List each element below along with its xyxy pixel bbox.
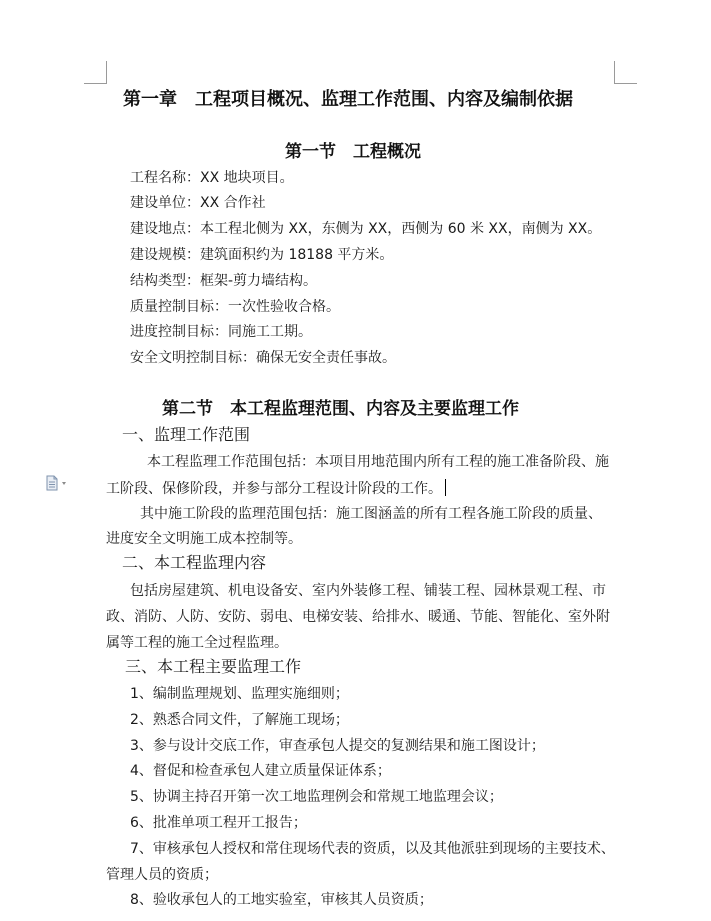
subheading-supervision-scope: 一、监理工作范围 (122, 425, 251, 444)
margin-corner-mark-top-left (84, 61, 107, 84)
work-list-item: 4、督促和检查承包人建立质量保证体系； (130, 763, 391, 779)
work-list-item: 2、熟悉合同文件，了解施工现场； (130, 712, 349, 728)
overview-item: 建设单位：XX 合作社 (130, 195, 266, 211)
work-list-item: 8、验收承包人的工地实验室，审核其人员资质； (130, 892, 433, 908)
text-cursor (445, 479, 446, 496)
work-list-item-continuation: 管理人员的资质； (106, 867, 218, 883)
content-paragraph-line: 属等工程的施工全过程监理。 (106, 635, 288, 651)
overview-item: 建设规模：建筑面积约为 18188 平方米。 (130, 247, 394, 263)
scope-paragraph-line (106, 479, 446, 498)
overview-item: 进度控制目标：同施工工期。 (130, 324, 312, 340)
work-list-item: 5、协调主持召开第一次工地监理例会和常规工地监理会议； (130, 789, 503, 805)
section-2-title: 第二节 本工程监理范围、内容及主要监理工作 (162, 399, 519, 419)
overview-item: 结构类型：框架-剪力墙结构。 (130, 273, 318, 289)
scope-paragraph-line: 其中施工阶段的监理范围包括：施工图涵盖的所有工程各施工阶段的质量、 (140, 506, 602, 522)
work-list-item: 1、编制监理规划、监理实施细则； (130, 686, 349, 702)
subheading-supervision-content: 二、本工程监理内容 (122, 553, 267, 572)
document-options-icon[interactable] (45, 475, 73, 491)
scope-paragraph-text: 工阶段、保修阶段，并参与部分工程设计阶段的工作。 (106, 481, 442, 497)
margin-corner-mark-top-right (614, 61, 637, 84)
scope-paragraph-line: 本工程监理工作范围包括：本项目用地范围内所有工程的施工准备阶段、施 (147, 454, 609, 470)
work-list-item: 3、参与设计交底工作，审查承包人提交的复测结果和施工图设计； (130, 738, 545, 754)
overview-item: 安全文明控制目标：确保无安全责任事故。 (130, 350, 396, 366)
section-1-title: 第一节 工程概况 (285, 142, 421, 162)
scope-paragraph-line: 进度安全文明施工成本控制等。 (106, 531, 302, 547)
overview-item: 工程名称：XX 地块项目。 (130, 170, 294, 186)
subheading-main-work: 三、本工程主要监理工作 (125, 657, 302, 676)
overview-item: 建设地点：本工程北侧为 XX，东侧为 XX，西侧为 60 米 XX，南侧为 XX。 (130, 221, 602, 237)
content-paragraph-line: 政、消防、人防、安防、弱电、电梯安装、给排水、暖通、节能、智能化、室外附 (106, 609, 610, 625)
work-list-item: 6、批准单项工程开工报告； (130, 815, 307, 831)
work-list-item: 7、审核承包人授权和常住现场代表的资质，以及其他派驻到现场的主要技术、 (130, 841, 615, 857)
content-paragraph-line: 包括房屋建筑、机电设备安、室内外装修工程、铺装工程、园林景观工程、市 (130, 583, 606, 599)
chapter-title: 第一章 工程项目概况、监理工作范围、内容及编制依据 (123, 89, 573, 110)
overview-item: 质量控制目标：一次性验收合格。 (130, 299, 340, 315)
